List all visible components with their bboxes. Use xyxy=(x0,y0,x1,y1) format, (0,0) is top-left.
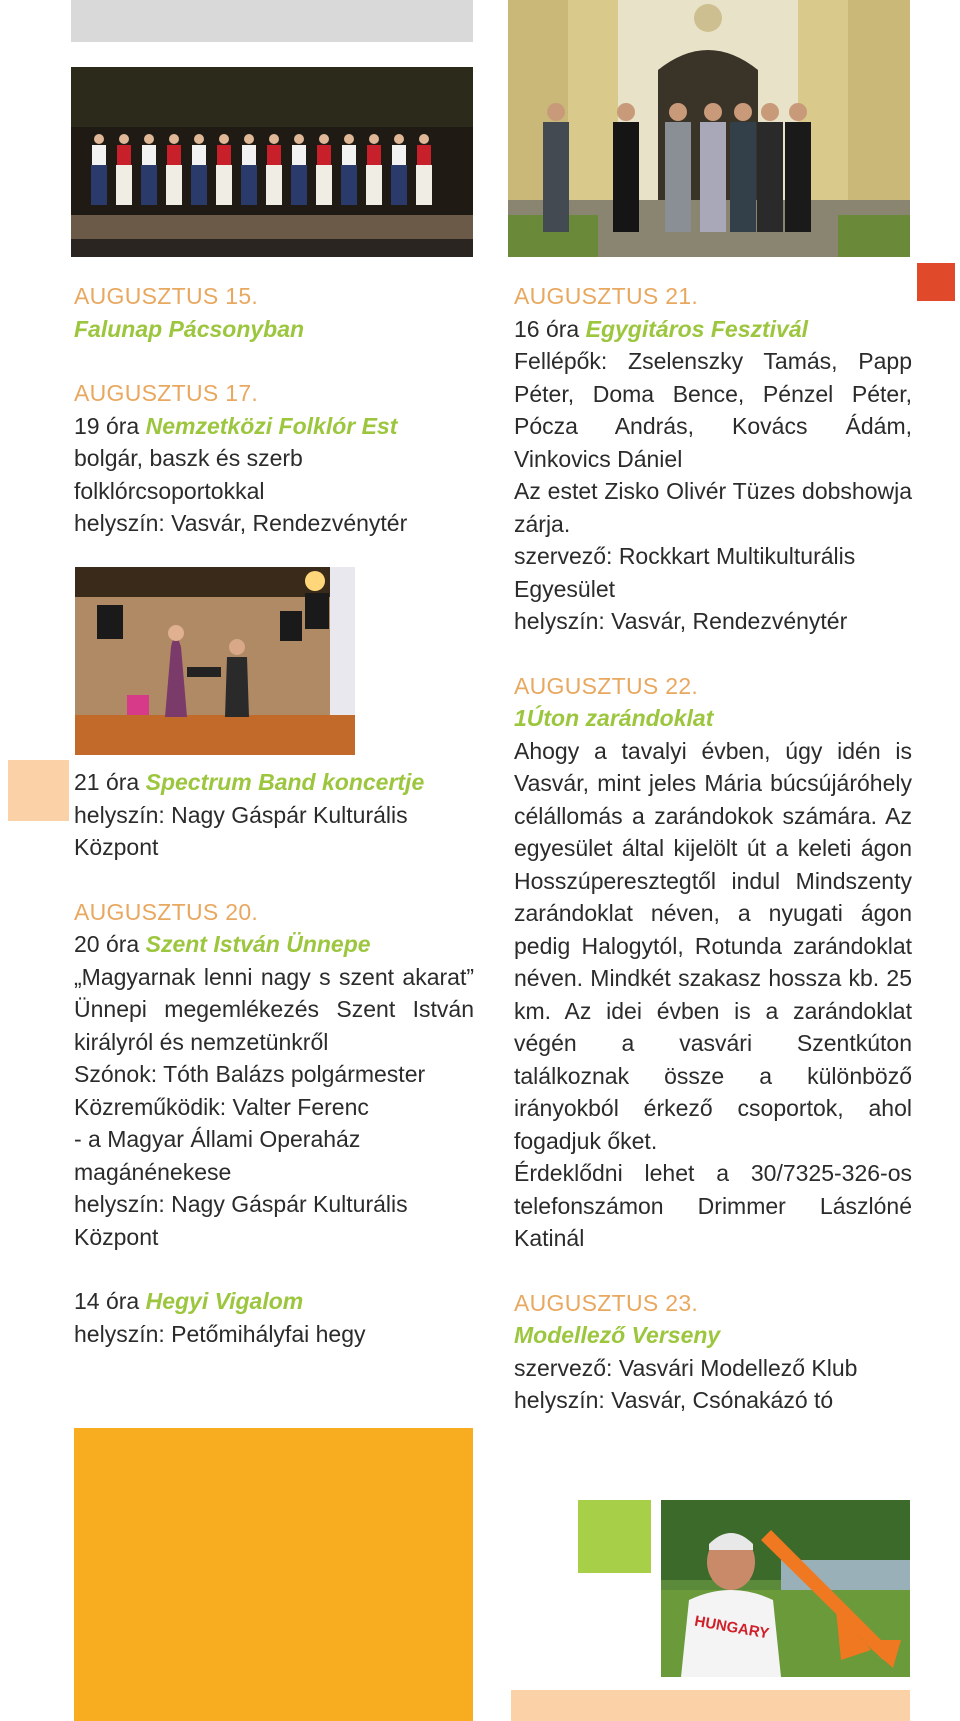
event-performers: Fellépők: Zselenszky Tamás, Papp Péter, Doma Bence, Pénzel Péter, Pócza András, Kovács Ádám, Vinkovics Dániel xyxy=(514,348,912,472)
dancer-figure xyxy=(417,145,431,165)
event-heading xyxy=(74,928,474,961)
model-rocket-photo xyxy=(661,1500,910,1677)
red-accent-square xyxy=(917,263,955,301)
band-concert-photo xyxy=(75,567,355,755)
folk-dancers-photo xyxy=(71,67,473,257)
event-location: helyszín: Vasvár, Rendezvénytér xyxy=(74,510,408,536)
event-contact: Érdeklődni lehet a 30/7325-326-os telefonszámon Drimmer Lászlóné Katinál xyxy=(514,1160,912,1251)
pilgrim-figure xyxy=(761,103,779,121)
event-time: 20 óra xyxy=(74,931,140,957)
dancer-figure xyxy=(92,145,106,165)
event-title: Nemzetközi Folklór Est xyxy=(145,412,398,439)
dancer-figure xyxy=(266,165,282,205)
event-title: Szent István Ünnepe xyxy=(145,931,371,957)
peach-accent-square xyxy=(8,760,69,821)
dancer-figure xyxy=(344,134,354,144)
pilgrim-figure xyxy=(704,103,722,121)
event-organizer: szervező: Vasvári Modellező Klub xyxy=(514,1354,858,1381)
event-heading xyxy=(74,766,474,799)
dancer-figure xyxy=(294,134,304,144)
top-gray-bar xyxy=(71,0,473,42)
event-location: helyszín: Vasvár, Csónakázó tó xyxy=(514,1387,834,1413)
dancer-figure xyxy=(191,165,207,205)
dancer-figure xyxy=(94,134,104,144)
dancer-figure xyxy=(142,145,156,165)
event-title: Egygitáros Fesztivál xyxy=(585,315,809,342)
event-location: helyszín: Petőmihályfai hegy xyxy=(74,1320,366,1347)
dancer-figure xyxy=(292,145,306,165)
event-line: Egyesület xyxy=(514,575,616,602)
event-title: 1Úton zarándoklat xyxy=(514,705,714,731)
right-column xyxy=(514,280,912,1417)
event-line: Központ xyxy=(74,834,159,860)
shirt-text: HUNGARY xyxy=(693,1612,771,1643)
pilgrim-figure xyxy=(700,122,726,232)
dancer-figure xyxy=(341,165,357,205)
pilgrim-figure xyxy=(617,103,635,121)
event-date: AUGUSZTUS 22. xyxy=(514,672,699,699)
dancer-figure xyxy=(216,165,232,205)
event-line: - a Magyar Állami Operaház magánénekese xyxy=(74,1126,361,1185)
dancer-figure xyxy=(219,134,229,144)
event-title: Modellező Verseny xyxy=(514,1322,721,1348)
dancer-figure xyxy=(394,134,404,144)
pilgrim-figure xyxy=(730,122,756,232)
event-description: Az estet Zisko Olivér Tüzes dobshowja zárja. xyxy=(514,478,912,537)
pilgrim-figure xyxy=(789,103,807,121)
church-pilgrims-photo xyxy=(508,0,910,257)
pilgrim-figure xyxy=(543,122,569,232)
event-title: Spectrum Band koncertje xyxy=(145,769,425,795)
event-date: AUGUSZTUS 15. xyxy=(74,283,259,309)
dancer-figure xyxy=(169,134,179,144)
event-heading xyxy=(74,410,474,443)
event-description: „Magyarnak lenni nagy s szent akarat” Ünnepi megemlékezés Szent István királyról és nemzetünkről xyxy=(74,963,474,1055)
event-location: helyszín: Vasvár, Rendezvénytér xyxy=(514,608,848,634)
dancer-figure xyxy=(316,165,332,205)
event-date: AUGUSZTUS 20. xyxy=(74,898,259,925)
green-accent-square xyxy=(578,1500,651,1573)
left-column-mid xyxy=(74,766,474,1350)
dancer-figure xyxy=(367,145,381,165)
dancer-figure xyxy=(244,134,254,144)
event-title: Hegyi Vigalom xyxy=(145,1288,304,1314)
pilgrim-figure xyxy=(734,103,752,121)
pilgrim-figure xyxy=(785,122,811,232)
dancer-figure xyxy=(366,165,382,205)
event-date: AUGUSZTUS 21. xyxy=(514,283,699,309)
event-line: bolgár, baszk és szerb xyxy=(74,445,303,471)
dancer-figure xyxy=(392,145,406,165)
dancer-figure xyxy=(241,165,257,205)
pilgrim-figure xyxy=(757,122,783,232)
event-time: 19 óra xyxy=(74,412,140,439)
event-heading xyxy=(514,313,912,346)
orange-decor-block xyxy=(74,1428,473,1721)
event-description: Ahogy a tavalyi évben, úgy idén is Vasvár, mint jeles Mária búcsújáróhely célállomás a zarándokok számára. Az egyesület által kijelölt út a keleti ágon Hosszúperesztegtől indul Mindszenty zarándoklat néven, a nyugati ágon pedig Halogytól, Rotunda zarándoklat néven. Mindkét szakasz hossza kb. 25 km. Az idei évben is a zarándoklat végén a vasvári Szentkúton találkoznak össze a különböző irányokból érkező csoportok, ahol fogadjuk őket. xyxy=(514,737,912,1154)
pilgrim-figure xyxy=(669,103,687,121)
event-time: 21 óra xyxy=(74,769,140,795)
dancer-figure xyxy=(416,165,432,205)
dancer-figure xyxy=(291,165,307,205)
event-line: folklórcsoportokkal xyxy=(74,477,265,504)
dancer-figure xyxy=(419,134,429,144)
event-time: 14 óra xyxy=(74,1288,140,1314)
event-location: helyszín: Nagy Gáspár Kulturális xyxy=(74,1191,408,1217)
dancer-figure xyxy=(342,145,356,165)
dancer-figure xyxy=(319,134,329,144)
event-organizer: szervező: Rockkart Multikulturális xyxy=(514,543,856,569)
event-date: AUGUSZTUS 23. xyxy=(514,1289,699,1316)
dancer-figure xyxy=(116,165,132,205)
dancer-figure xyxy=(117,145,131,165)
event-date: AUGUSZTUS 17. xyxy=(74,380,259,406)
dancer-figure xyxy=(192,145,206,165)
pilgrim-figure xyxy=(613,122,639,232)
dancer-figure xyxy=(267,145,281,165)
dancer-figure xyxy=(166,165,182,205)
event-heading xyxy=(74,1285,474,1318)
dancer-figure xyxy=(269,134,279,144)
event-location: helyszín: Nagy Gáspár Kulturális xyxy=(74,801,408,828)
event-title: Falunap Pácsonyban xyxy=(74,315,305,342)
dancer-figure xyxy=(369,134,379,144)
dancer-figure xyxy=(119,134,129,144)
event-time: 16 óra xyxy=(514,315,580,342)
event-performer: Közreműködik: Valter Ferenc xyxy=(74,1093,369,1120)
event-line: Központ xyxy=(74,1223,159,1250)
dancer-figure xyxy=(317,145,331,165)
dancer-figure xyxy=(167,145,181,165)
dancer-figure xyxy=(141,165,157,205)
pilgrim-figure xyxy=(665,122,691,232)
dancer-figure xyxy=(91,165,107,205)
dancer-figure xyxy=(242,145,256,165)
left-column xyxy=(74,280,474,540)
dancer-figure xyxy=(194,134,204,144)
event-speaker: Szónok: Tóth Balázs polgármester xyxy=(74,1061,426,1087)
dancer-figure xyxy=(391,165,407,205)
peach-bottom-bar xyxy=(511,1690,910,1721)
pilgrim-figure xyxy=(547,103,565,121)
dancer-figure xyxy=(144,134,154,144)
dancer-figure xyxy=(217,145,231,165)
